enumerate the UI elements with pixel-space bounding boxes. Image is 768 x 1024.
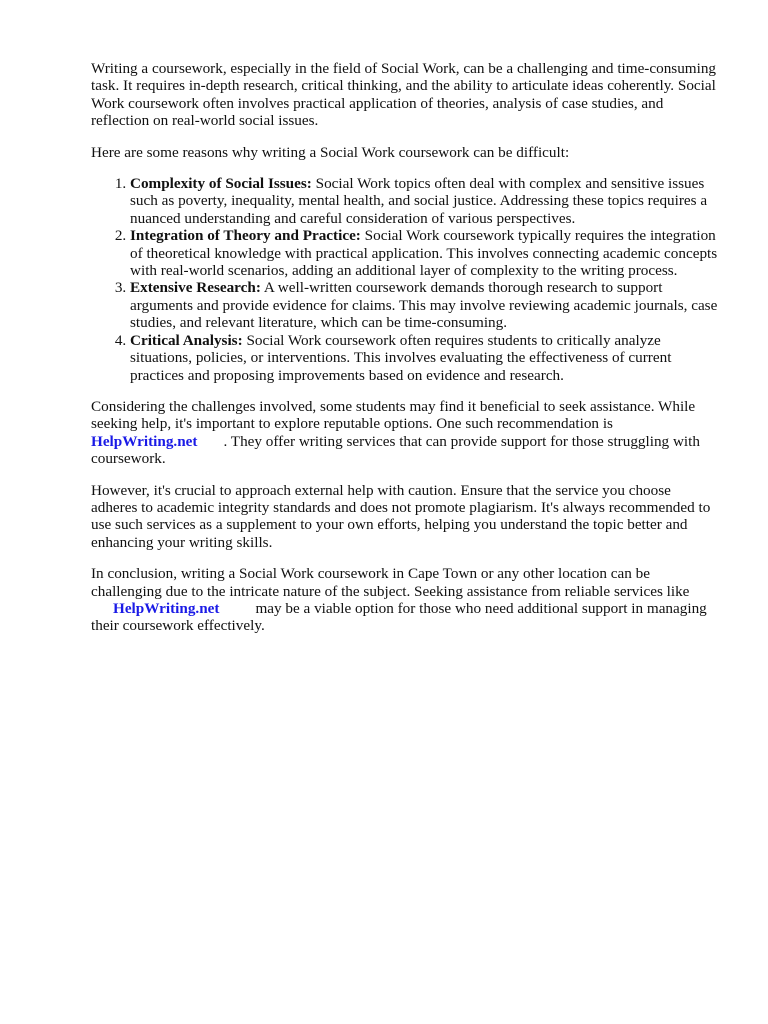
intro-paragraph: Writing a coursework, especially in the field of Social Work, can be a challenging and time-consuming task. It requires in-depth research, critical thinking, and the ability to articulate ideas coherently. Social Work coursework often involves practical application of theories, analysis of case studies, and reflection on real-world social issues. bbox=[91, 60, 717, 130]
conclusion-text-after: may be a viable option for those who need additional support in managing their coursework effectively. bbox=[91, 599, 707, 635]
reason-title: Critical Analysis: bbox=[130, 331, 243, 349]
caution-paragraph: However, it's crucial to approach external help with caution. Ensure that the service you choose adheres to academic integrity standards and does not promote plagiarism. It's always recommended to use such services as a supplement to your own efforts, helping you understand the topic better and enhancing your writing skills. bbox=[91, 481, 711, 551]
reason-title: Extensive Research: bbox=[130, 279, 261, 297]
assistance-text-after: . They offer writing services that can provide support for those struggling with coursework. bbox=[91, 432, 700, 468]
reason-text: Social Work coursework typically requires the integration of theoretical knowledge with practical application. This involves connecting academic concepts with real-world scenarios, adding an additional layer of complexity to the writing process. bbox=[130, 227, 718, 280]
reason-title: Integration of Theory and Practice: bbox=[130, 227, 361, 245]
helpwriting-link-conclusion[interactable]: HelpWriting.net bbox=[113, 599, 220, 617]
reason-text: Social Work topics often deal with complex and sensitive issues such as poverty, inequality, mental health, and social justice. Addressing these topics requires a nuanced understanding and careful consideration of various perspectives. bbox=[130, 175, 708, 227]
reason-text: Social Work coursework often requires students to critically analyze situations, policies, or interventions. This involves evaluating the effectiveness of current practices and proposing improvements based on evidence and research. bbox=[130, 331, 672, 384]
reasons-lead-in: Here are some reasons why writing a Social Work coursework can be difficult: bbox=[91, 143, 570, 161]
conclusion-paragraph bbox=[91, 565, 721, 635]
list-item bbox=[130, 279, 721, 331]
reasons-list bbox=[91, 175, 721, 384]
conclusion-text-before: In conclusion, writing a Social Work coursework in Cape Town or any other location can be challenging due to the intricate nature of the subject. Seeking assistance from reliable services like bbox=[91, 565, 690, 600]
list-item bbox=[130, 227, 721, 279]
reason-text: A well-written coursework demands thorough research to support arguments and provide evidence for claims. This may involve reviewing academic journals, case studies, and relevant literature, which can be time-consuming. bbox=[130, 279, 718, 332]
list-item bbox=[130, 175, 721, 227]
list-item bbox=[130, 332, 721, 384]
assistance-text-before: Considering the challenges involved, some students may find it beneficial to seek assistance. While seeking help, it's important to explore reputable options. One such recommendation is bbox=[91, 397, 696, 433]
document-page bbox=[91, 60, 721, 649]
assistance-paragraph bbox=[91, 398, 721, 468]
reason-title: Complexity of Social Issues: bbox=[130, 175, 312, 193]
helpwriting-link[interactable]: HelpWriting.net bbox=[91, 432, 198, 450]
